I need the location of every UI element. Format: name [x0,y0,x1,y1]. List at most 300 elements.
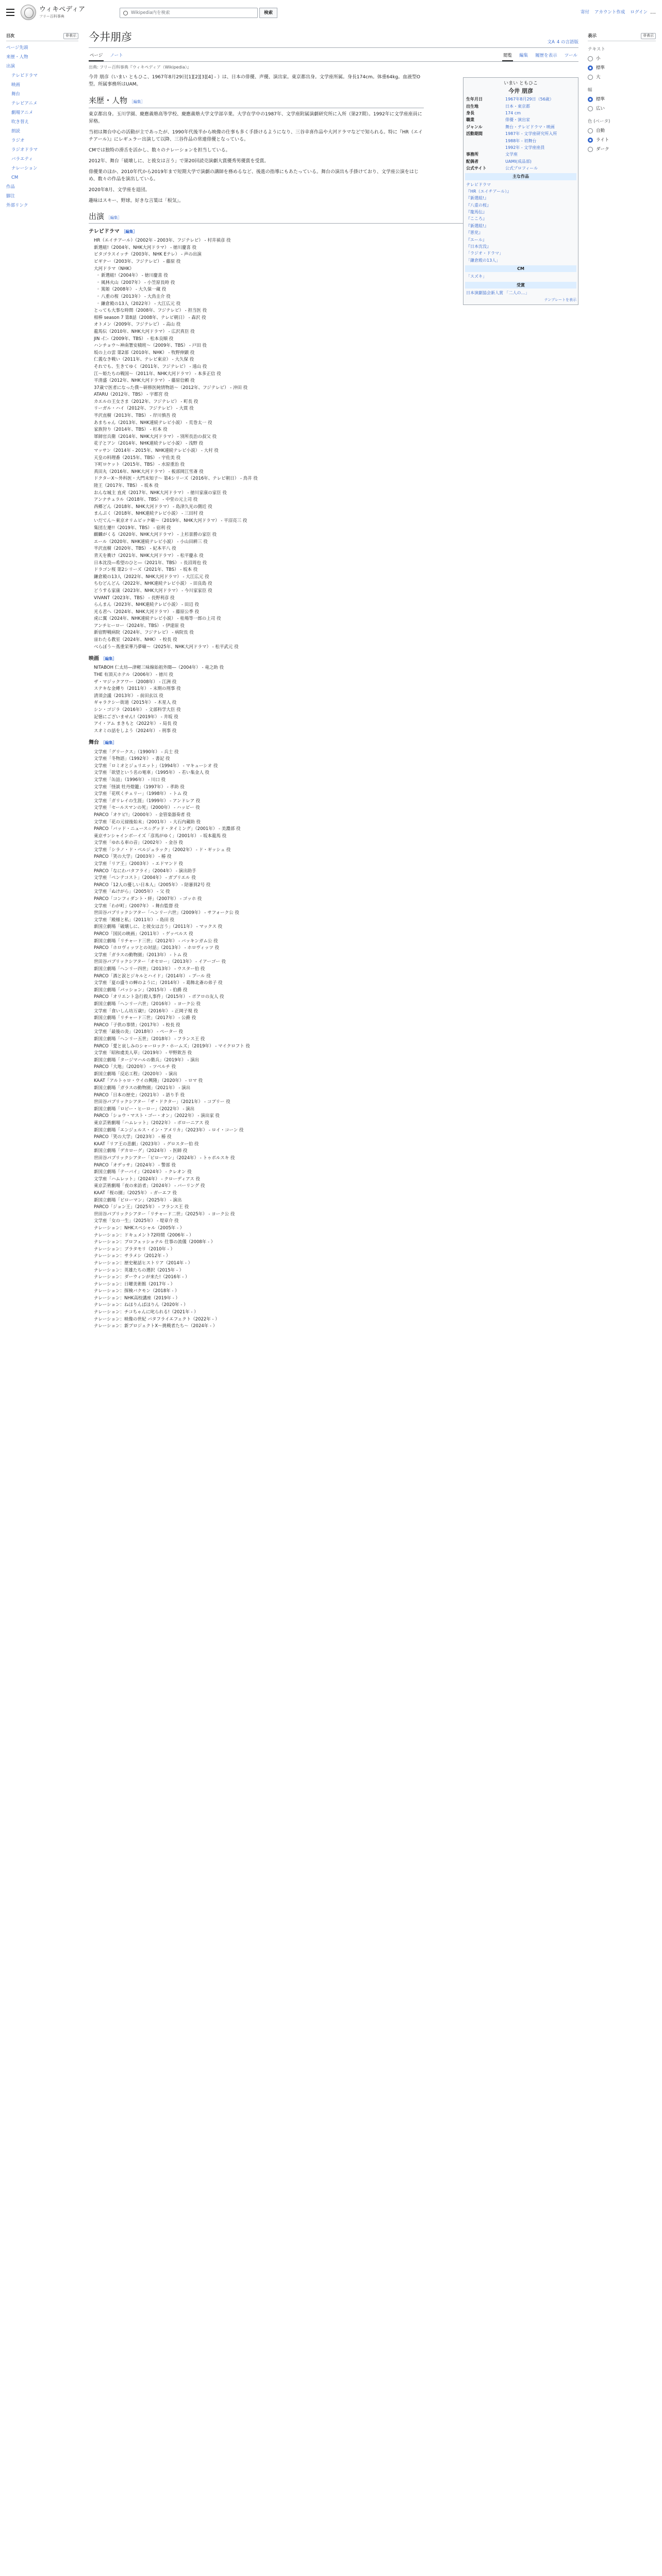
infobox-value[interactable]: 1992年 - 文学座座員 [505,145,545,150]
list-item[interactable]: • 文学座「ハムレット」（2024年） - クローディアス 役 [94,1176,486,1183]
tab-tools[interactable]: ツール [564,53,577,58]
list-item[interactable]: • 文学座「ペンテコスト」（2004年） - ガブリエル 役 [94,875,486,882]
list-item[interactable]: • 文学座「最後の炎」（2018年） - ペーター 役 [94,1029,486,1036]
infobox-works-item[interactable]: 『日本沈没』 [466,244,491,249]
tab-edit[interactable]: 編集 [519,53,528,58]
list-item[interactable]: • 新国立劇場「ガラスの動物園」（2021年） - 演出 [94,1085,486,1092]
list-item[interactable]: • 新国立劇場「テーバイ」（2024年） - クレオン 役 [94,1169,486,1176]
infobox-value[interactable]: UAMI(成品部) [505,159,532,164]
list-item[interactable]: • 文学座「食いしん坊万歳!」（2016年） - 正岡子規 役 [94,1008,486,1015]
list-item[interactable]: ◦ 風林火山（2007年） - 小笠原長時 役 [94,280,486,287]
career-paragraph: 2012年、舞台「破壊しに、と彼女は言う」で第20回読売演劇大賞優秀男優賞を受賞。 [89,159,269,164]
list-item[interactable]: • PARCO「国民の映画」（2011年） - ゲッベルス 役 [94,931,486,938]
list-item[interactable]: • KAAT「桜の園」（2025年） - ガーエフ 役 [94,1190,486,1197]
toc-item[interactable]: 外部リンク [6,202,28,208]
list-item[interactable]: • 麒麟がくる（2020年、NHK大河ドラマ） - 上杉景勝の家臣 役 [94,532,486,539]
list-item[interactable]: • 文学座「花の元禄後始末」（2001年） - 大石内蔵助 役 [94,819,486,826]
list-item[interactable]: • 宙わたる教室（2024年、NHK） - 校長 役 [94,637,486,644]
list-item[interactable]: • 新選組!（2004年、NHK大河ドラマ） - 徳川慶喜 役 [94,245,486,252]
list-item[interactable]: • 新国立劇場「エンジェルス・イン・アメリカ」（2023年） - ロイ・コーン 役 [94,1127,486,1134]
template-link[interactable]: テンプレートを表示 [544,298,576,302]
infobox-key: 生年月日 [466,97,483,102]
list-item[interactable]: • スオミの話をしよう（2024年） - 刑事 役 [94,728,486,735]
main-content [89,30,578,1330]
infobox-value[interactable]: 文学座 [505,152,518,157]
radio-icon[interactable] [588,65,593,71]
radio-icon[interactable] [588,138,593,143]
list-item[interactable]: • ナレーション：日曜美術館（2017年 - ） [94,1281,486,1289]
infobox-key: 身長 [466,111,474,116]
list-item[interactable]: • PARCO「笑の大学」（2023年） - 椿 役 [94,1134,486,1141]
list-item[interactable]: • ビギナー（2003年、フジテレビ） - 藤原 役 [94,259,486,266]
toc-item[interactable]: 吹き替え [11,119,29,125]
appearance-panel [588,33,656,154]
site-header [0,0,662,27]
tab-talk[interactable]: ノート [110,53,123,58]
search-input[interactable] [120,8,258,18]
create-account-link[interactable]: アカウント作成 [594,10,625,15]
list-item[interactable]: ◦ 鎌倉殿の13人（2022年） - 大江広元 役 [94,301,486,308]
list-item[interactable]: • VIVANT（2023年、TBS） - 長野利彦 役 [94,595,486,602]
list-item[interactable]: • ナレーション：ねほりんぱほりん（2020年 - ） [94,1302,486,1309]
radio-icon[interactable] [588,75,593,80]
more-options-icon[interactable]: ⋯ [650,10,656,16]
list-item[interactable]: • KAAT「リア王の悲劇」（2023年） - グロスター伯 役 [94,1141,486,1148]
list-item[interactable]: • 文学座「女の一生」（2025年） - 堤章介 役 [94,1218,486,1225]
edit-link[interactable]: ［編集］ [121,229,137,234]
tab-read[interactable]: 閲覧 [502,51,513,61]
list-item[interactable]: • 文学座「欲望という名の電車」（1995年） - 若い集金人 役 [94,770,486,777]
list-item[interactable]: • 大河ドラマ（NHK） [94,266,486,273]
toc-item[interactable]: 舞台 [11,91,21,97]
list-item[interactable]: • 文学座「セールスマンの死」（2000年） - ハッピー 役 [94,805,486,812]
career-paragraph: CMでは独特の滑舌を活かし、数々のナレーションを担当している。 [89,148,230,154]
search-icon [123,11,128,15]
list-item[interactable]: ◦ 新選組!（2004年） - 徳川慶喜 役 [94,273,486,280]
color-option-label: 自動 [596,128,605,134]
list-item[interactable]: • 新国立劇場「ロビー・ヒーロー」（2022年） - 演出 [94,1106,486,1113]
list-item[interactable]: • まんぷく（2018年、NHK連続テレビ小説） - 三田村 役 [94,511,486,518]
infobox-works-item[interactable]: 『龍馬伝』 [466,210,487,215]
infobox-key: 出生地 [466,104,478,109]
infobox-works-head: 主な作品 [465,173,576,180]
list-item[interactable]: • ナレーション：英雄たちの選択（2015年 - ） [94,1267,486,1275]
list-item[interactable]: • 半沢直樹（2013年、TBS） - 岸川慎吾 役 [94,413,486,420]
list-item[interactable]: • 文学座「ゆれる車の音」（2002年） - 金谷 役 [94,840,486,847]
infobox-value[interactable]: 日本・東京都 [505,104,530,109]
list-item[interactable]: • 新国立劇場「反応工程」（2020年） - 演出 [94,1071,486,1078]
list-item[interactable]: • PARCO「子供の事情」（2017年） - 校長 役 [94,1022,486,1029]
infobox-works-item[interactable]: 「鎌倉殿の13人」 [466,258,501,263]
list-item[interactable]: • 世田谷パブリックシアター「ザ・ドクター」（2021年） - コプリー 役 [94,1099,486,1106]
list-item[interactable]: • ナレーション：NHK高校講座（2019年 - ） [94,1295,486,1302]
toc-item[interactable]: ページ先頭 [6,45,28,50]
color-option[interactable] [588,145,656,154]
list-item[interactable]: • 文学座「ロミオとジュリエット」（1994年） - マキューシオ 役 [94,763,486,770]
list-item[interactable]: • 東京サンシャインボーイズ「彦馬がゆく」（2001年） - 坂本龍馬 役 [94,833,486,840]
list-item[interactable]: • 新国立劇場「ヘンリー五世」（2018年） - フランス王 役 [94,1036,486,1043]
infobox-key: 事務所 [466,152,478,157]
list-item[interactable]: • PARCO「オリエント急行殺人事件」（2015年） - ポアロの友人 役 [94,994,486,1001]
list-item[interactable]: • 集団左遷!!（2019年、TBS） - 宿利 役 [94,525,486,532]
infobox-row [465,130,576,137]
list-item[interactable]: • アンナチュラル（2018年、TBS） - 中堂の元上司 役 [94,497,486,504]
infobox-value[interactable]: 1988年 - 初舞台 [505,138,537,143]
infobox-works-item[interactable]: 『HR（エイチアール）』 [466,189,511,194]
list-item[interactable]: • PARCO「バッド・ニュース☆グッド・タイミング」（2001年） - 美濃部 役 [94,826,486,833]
list-item[interactable]: • NITABOH 仁太坊―津軽三味線始祖外聞―（2004年） - 竜之助 役 [94,665,486,672]
list-item[interactable]: • PARCO「オデッサ」（2024年） - 警部 役 [94,1162,486,1170]
infobox-works-item[interactable]: 『こころ』 [466,216,487,222]
list-item[interactable]: • PARCO「ショウ・マスト・ゴー・オン」（2022年） - 演出家 役 [94,1113,486,1120]
stage-list [89,749,578,1225]
toc-item[interactable]: テレビアニメ [11,100,38,106]
list-item[interactable]: • 新国立劇場「破壊しに、と彼女は言う」（2011年） - マックス 役 [94,924,486,931]
wikipedia-globe-icon [21,5,36,20]
list-item[interactable]: • ギャラクシー街道（2015年） - 木星人 役 [94,700,486,707]
list-item[interactable]: • 新国立劇場「リチャード三世」（2012年） - バッキンガム公 役 [94,938,486,945]
list-item[interactable]: • 文学座「夏の盛りの蝉のように」（2014年） - 葛飾北斎の弟子 役 [94,980,486,987]
list-item[interactable]: • 世田谷パブリックシアター「ヘンリー六世」（2009年） - サフォーク公 役 [94,910,486,917]
toc-item[interactable]: ナレーション [11,165,38,171]
table-of-contents [6,33,78,210]
movie-list [89,665,578,735]
text-option[interactable] [588,73,656,82]
list-item[interactable]: • THE 有頂天ホテル（2006年） - 徳川 役 [94,672,486,679]
list-item[interactable]: • 東京芸術劇場「ハムレット」（2022年） - ポローニアス 役 [94,1120,486,1127]
infobox-value[interactable]: 舞台・テレビドラマ・映画 [505,124,555,129]
list-item[interactable]: • 新国立劇場「ヘンリー四世」（2013年） - ウスター伯 役 [94,966,486,973]
list-item[interactable]: • 坂の上の雲 第2部（2010年、NHK） - 牧野伸顕 役 [94,350,486,357]
list-item[interactable]: • 新国立劇場「パッション」（2015年） - 伯爵 役 [94,987,486,994]
site-logo[interactable] [21,5,85,20]
list-item[interactable]: • 仁義なき戦い（2011年、テレビ東京） - 大久保 役 [94,357,486,364]
list-item[interactable]: • 青天を衝け（2021年、NHK大河ドラマ） - 松平慶永 役 [94,553,486,560]
edit-link[interactable]: ［編集］ [106,215,122,220]
list-item[interactable]: • どうする家康（2023年、NHK大河ドラマ） - 今川家家臣 役 [94,588,486,595]
list-item[interactable]: • ATARU（2012年、TBS） - 宇都宮 役 [94,392,486,399]
list-item[interactable]: • 家族狩り（2014年、TBS） - 杉本 役 [94,427,486,434]
list-item[interactable]: • いだてん〜東京オリムピック噺〜（2019年、NHK大河ドラマ） - 平沼亮三 役 [94,518,486,525]
list-item[interactable]: • シン・ゴジラ（2016年） - 文部科学大臣 役 [94,707,486,714]
infobox-key: 配偶者 [466,159,478,164]
list-item[interactable]: • 陸王（2017年、TBS） - 坂本 役 [94,483,486,490]
infobox-value[interactable]: 1967年8月29日（56歳） [505,97,554,102]
infobox-works-item[interactable]: 『新選組!』 [466,223,489,228]
toc-item[interactable]: バラエティ [11,156,33,162]
career-paragraph: 当初は舞台中心の活動が主であったが、1990年代後半から映像の仕事も多く手掛けるようになり、三谷幸喜作品や大河ドラマなどで知られる。特に『HR（エイチアール）』にレギュラー出演して以降、三谷作品の常連俳優となっている。 [89,130,423,143]
list-item[interactable]: • ナレーション：映像の世紀 バタフライエフェクト（2022年 - ） [94,1316,486,1324]
list-item[interactable]: • 新国立劇場「タージマハルの衛兵」（2019年） - 演出 [94,1057,486,1064]
list-item[interactable]: • オトメン（2009年、フジテレビ） - 高山 役 [94,321,486,329]
infobox-works-item[interactable]: 『悪党』 [466,230,483,235]
infobox-key: 職業 [466,117,474,123]
list-item[interactable]: • 世田谷パブリックシアター「ピローマン」（2024年） - トゥポルスキ 役 [94,1155,486,1162]
list-item[interactable]: • 日本沈没―希望のひと―（2021年、TBS） - 長沼周也 役 [94,560,486,567]
edit-link[interactable]: ［編集］ [101,740,117,745]
toc-item[interactable]: 脚注 [6,193,15,199]
radio-icon[interactable] [588,147,593,152]
list-item[interactable]: • 江〜姫たちの戦国〜（2011年、NHK大河ドラマ） - 本多正信 役 [94,371,486,378]
infobox-row [465,124,576,130]
list-item[interactable]: • 半沢直樹（2020年、TBS） - 紀本平八 役 [94,546,486,553]
section-heading-stage: 舞台 ［編集］ [89,740,117,746]
list-item[interactable]: • 光る君へ（2024年、NHK大河ドラマ） - 藤原公季 役 [94,609,486,616]
career-paragraph: 趣味はスキー、野球。好きな言葉は「根気」。 [89,198,184,204]
list-item[interactable]: • 世田谷パブリックシアター「リチャード二世」（2025年） - ヨーク公 役 [94,1211,486,1218]
site-name: ウィキペディア [39,5,86,13]
infobox-cm-item[interactable]: 「スズキ」 [466,274,487,279]
list-item[interactable]: • KAAT「アルトゥロ・ウイの興隆」（2020年） - ロマ 役 [94,1078,486,1085]
site-tagline: フリー百科事典 [39,14,64,19]
infobox-row [465,158,576,165]
width-option-label: 広い [596,106,605,112]
edit-link[interactable]: ［編集］ [129,99,145,105]
lead-paragraph: 今井 朋彦（いまい ともひこ、1967年8月29日[1][2][3][4] - ）は、日本の俳優、声優、演出家。東京都出身。文学座所属。身長174cm。体重64kg。血液型O型。所属事務所はUAM。 [89,75,421,88]
list-item[interactable]: • ナレーション：プロフェッショナル 仕事の流儀（2008年 - ） [94,1239,486,1246]
list-item[interactable]: • 下町ロケット（2015年、TBS） - 水原重治 役 [94,462,486,469]
infobox-works-item[interactable]: 『八重の桜』 [466,202,491,208]
infobox-awards-item[interactable]: 日本演劇協会新人賞 「二人の…」 [466,291,529,296]
width-option[interactable] [588,104,656,113]
list-item[interactable]: • 文学座「ガリレイの生涯」（1999年） - アンドレア 役 [94,798,486,805]
list-item[interactable]: • PARCO「笑の大学」（2003年） - 椿 役 [94,854,486,861]
search-placeholder: Wikipedia内を検索 [131,10,170,15]
text-size-label: テキスト [588,47,605,53]
section-heading-tv: テレビドラマ ［編集］ [89,229,137,235]
width-option[interactable] [588,95,656,104]
list-item[interactable]: • 文学座「ぬけがら」（2005年） - 父 役 [94,889,486,896]
page-title: 今井朋彦 [89,31,132,43]
list-item[interactable]: • ちむどんどん（2022年、NHK連続テレビ小説） - 田良島 役 [94,581,486,588]
list-item[interactable]: • PARCO「コンフィダント・絆」（2007年） - ゴッホ 役 [94,896,486,903]
text-option[interactable] [588,63,656,73]
tab-history[interactable]: 履歴を表示 [535,53,557,58]
list-item[interactable]: • PARCO「12人の優しい日本人」（2005年） - 陪審員2号 役 [94,882,486,889]
list-item[interactable]: • ドクターX〜外科医・大門未知子〜 第4シリーズ（2016年、テレビ朝日） - 鳥井 役 [94,476,486,483]
lead-section [89,74,424,205]
list-item[interactable]: • 新国立劇場「ピローマン」（2025年） - 演出 [94,1197,486,1205]
list-item[interactable]: ◦ 篤姫（2008年） - 大久保一蔵 役 [94,286,486,294]
search-button[interactable]: 検索 [259,8,277,18]
radio-icon[interactable] [588,56,593,61]
list-item[interactable]: • ナレーション：歴史秘話ヒストリア（2014年 - ） [94,1260,486,1267]
list-item[interactable]: • ナレーション：ダーウィンが来た!（2016年 - ） [94,1274,486,1281]
list-item[interactable]: • べらぼう〜蔦重栄華乃夢噺〜（2025年、NHK大河ドラマ） - 松平武元 役 [94,644,486,651]
text-option-label: 小 [596,56,601,62]
list-item[interactable]: • 文学座「怪談 牡丹燈籠」（1997年） - 孝助 役 [94,784,486,791]
infobox-name [465,79,576,96]
list-item[interactable]: • 真田丸（2016年、NHK大河ドラマ） - 板部岡江雪斎 役 [94,469,486,476]
page-tabs [89,51,578,62]
appearance-hide-button[interactable]: 非表示 [641,33,656,39]
infobox-works-item[interactable]: 『エール』 [466,237,487,242]
infobox-key [466,145,503,150]
list-item[interactable]: • ナレーション：ドキュメント72時間（2006年 - ） [94,1232,486,1240]
list-item[interactable]: • ハンチョウ〜神南署安積班〜（2009年、TBS） - 戸田 役 [94,343,486,350]
main-menu-button[interactable] [6,9,14,16]
infobox-works-item[interactable]: 「ラジオ・ドラマ」 [466,251,503,256]
infobox-works-item[interactable]: 『新選組!』 [466,196,489,201]
list-item[interactable]: • 鎌倉殿の13人（2022年、NHK大河ドラマ） - 大江広元 役 [94,574,486,581]
edit-link[interactable]: ［編集］ [101,656,117,662]
list-item[interactable]: • ナレーション：新プロジェクトX〜挑戦者たち〜（2024年 - ） [94,1323,486,1330]
list-item[interactable]: • アイ・アム まきもと（2022年） - 局長 役 [94,721,486,728]
appearance-title: 表示 [588,33,597,39]
list-item[interactable]: • アンチヒーロー（2024年、TBS） - 伊達原 役 [94,623,486,630]
list-item[interactable]: • 相棒 season 7 第8話（2008年、テレビ朝日） - 森沢 役 [94,315,486,322]
list-item[interactable]: • 東京芸術劇場「夜の来訪者」（2024年） - バーリング 役 [94,1183,486,1190]
toc-item[interactable]: 来歴・人物 [6,54,28,60]
infobox-row [465,116,576,123]
login-link[interactable]: ログイン [630,10,648,15]
list-item[interactable]: • ザ・マジックアワー（2008年） - 江洲 役 [94,679,486,686]
toc-item[interactable]: 作品 [6,184,15,190]
toc-item[interactable]: ラジオドラマ [11,147,38,152]
list-item[interactable]: • あまちゃん（2013年、NHK連続テレビ小説） - 荒巻太一 役 [94,420,486,427]
list-item[interactable]: • 西郷どん（2018年、NHK大河ドラマ） - 島津久光の側近 役 [94,504,486,511]
infobox-key: 活動期間 [466,131,483,137]
language-count: 4 の言語版 [556,39,578,45]
list-item[interactable]: • 文学座「シラノ・ド・ベルジュラック」（2002年） - ド・ギッシュ 役 [94,847,486,854]
list-item[interactable]: • JIN -仁-（2009年、TBS） - 松本良順 役 [94,336,486,343]
toc-hide-button[interactable]: 非表示 [63,33,78,39]
list-item[interactable]: • ドラゴン桜 第2シリーズ（2021年、TBS） - 坂本 役 [94,567,486,574]
list-item[interactable]: • PARCO「なにわバタフライ」（2004年） - 演出助手 [94,868,486,875]
text-option-label: 大 [596,75,601,80]
infobox-row [465,96,576,103]
list-item[interactable]: • PARCO「愛と哀しみのシャーロック・ホームズ」（2019年） - マイクロフト 役 [94,1043,486,1050]
list-item[interactable]: • 花子とアン（2014年、NHK連続テレビ小説） - 浅野 役 [94,440,486,448]
list-item[interactable]: • マッサン（2014年 - 2015年、NHK連続テレビ小説） - 大村 役 [94,448,486,455]
list-item[interactable]: • 記憶にございません!（2019年） - 井坂 役 [94,714,486,721]
list-item[interactable]: • 文学座「殿様と私」（2011年） - 島田 役 [94,917,486,924]
list-item[interactable]: • らんまん（2023年、NHK連続テレビ小説） - 田辺 役 [94,602,486,609]
infobox-title: 今井 朋彦 [508,87,533,94]
section-heading-career: 来歴・人物 ［編集］ [89,95,424,108]
list-item[interactable]: • 平清盛（2012年、NHK大河ドラマ） - 藤原信頼 役 [94,378,486,385]
toc-item[interactable]: 劇場アニメ [11,110,34,115]
text-option-label: 標準 [596,65,605,71]
toc-header [6,33,78,41]
list-item[interactable]: • 新国立劇場「ヘンリー六世」（2016年） - ヨーク公 役 [94,1001,486,1008]
language-button[interactable] [548,39,578,45]
list-item[interactable]: • PARCO「酒と涙とジキルとハイド」（2014年） - プール 役 [94,973,486,980]
text-option[interactable] [588,54,656,63]
color-option[interactable] [588,126,656,135]
list-item[interactable]: • 文学座「ガラスの動物園」（2013年） - トム 役 [94,952,486,959]
list-item[interactable]: • 新国立劇場「デカローグ」（2024年） - 医師 役 [94,1148,486,1155]
toc-item[interactable]: 朗読 [11,128,21,134]
list-item[interactable]: • ステキな金縛り（2011年） - 末期の刑事 役 [94,686,486,693]
list-item[interactable]: • とっても大事な時間（2008年、フジテレビ） - 担当医 役 [94,308,486,315]
list-item[interactable]: • 文学座「グリークス」（1990年） - 兵士 役 [94,749,486,756]
list-item[interactable]: • ナレーション：NHKスペシャル（2005年 - ） [94,1225,486,1232]
radio-icon[interactable] [588,97,593,102]
list-item[interactable]: • 文学座「リア王」（2003年） - エドマンド 役 [94,861,486,868]
width-option-label: 標準 [596,97,605,103]
infobox-row [465,138,576,144]
list-item[interactable]: • 世田谷パブリックシアター「オセロー」（2013年） - イアーゴー 役 [94,959,486,966]
list-item[interactable]: • 文学座「冬物語」（1992年） - 書記 役 [94,756,486,763]
color-option-label: ダーク [596,147,609,152]
title-row [89,30,578,48]
infobox-value[interactable]: 174 cm [505,111,521,116]
toc-item[interactable]: テレビドラマ [11,73,38,78]
list-item[interactable]: • 文学座「わが町」（2007年） - 舞台監督 役 [94,903,486,910]
list-item[interactable]: • ナレーション：探検バクモン（2018年 - ） [94,1288,486,1295]
list-item[interactable]: • それでも、生きてゆく（2011年、フジテレビ） - 遠山 役 [94,364,486,371]
narration-list [89,1225,578,1330]
list-item[interactable]: ◦ 八重の桜（2013年） - 大鳥圭介 役 [94,294,486,301]
infobox-row [465,151,576,158]
source-line: 出典: フリー百科事典『ウィキペディア（Wikipedia）』 [89,64,191,70]
list-item[interactable]: • 龍馬伝（2010年、NHK大河ドラマ） - 広沢真臣 役 [94,329,486,336]
toc-item[interactable]: CM [11,175,19,180]
list-item[interactable]: • 虎に翼（2024年、NHK連続テレビ小説） - 桂場等一郎の上司 役 [94,616,486,623]
career-paragraph: 2020年8月、文学座を退団。 [89,187,150,193]
toc-item[interactable]: 出演 [6,63,15,69]
list-item[interactable]: • ナレーション：サラメシ（2012年 - ） [94,1253,486,1260]
list-item[interactable]: • ナレーション：ブラタモリ（2010年 - ） [94,1246,486,1253]
list-item[interactable]: • PARCO「オケピ!」（2000年） - 金管楽器奏者 役 [94,812,486,819]
career-paragraph: 東京都出身。玉川学園、慶應義塾高等学校、慶應義塾大学文学部卒業。大学在学中の1987年、文学座附属演劇研究所に入所（第27期）。1992年に文学座座員に昇格。 [89,112,422,125]
list-item[interactable]: • PARCO「ジョン王」（2025年） - フランス王 役 [94,1204,486,1211]
list-item[interactable]: • エール（2020年、NHK連続テレビ小説） - 小山田耕三 役 [94,539,486,546]
radio-icon[interactable] [588,106,593,111]
infobox-key: 公式サイト [466,165,487,171]
donate-link[interactable]: 寄付 [580,10,589,15]
color-option[interactable] [588,135,656,145]
infobox-works-item[interactable]: テレビドラマ [466,182,491,187]
infobox-kana: いまい ともひこ [504,81,538,86]
translate-icon: 文A [547,39,555,45]
infobox-row [465,103,576,110]
infobox-key [466,138,503,144]
list-item[interactable]: • 文学座「昭和虞美人草」（2019年） - 甲野欽吾 役 [94,1050,486,1057]
list-item[interactable]: • ナレーション：チコちゃんに叱られる!（2021年 - ） [94,1309,486,1316]
list-item[interactable]: • HR（エイチアール）（2002年 - 2003年、フジテレビ） - 村井禎彦 役 [94,238,486,245]
infobox-value[interactable]: 1987年 - 文学座研究所入所 [505,131,557,137]
list-item[interactable]: • カエルの王女さま（2012年、フジテレビ） - 町長 役 [94,399,486,406]
list-item[interactable]: • PARCO「日本の歴史」（2021年） - 語り手 役 [94,1092,486,1099]
list-item[interactable]: • 新国立劇場「リチャード三世」（2017年） - 公爵 役 [94,1015,486,1022]
toc-item[interactable]: ラジオ [11,138,25,143]
list-item[interactable]: • PARCO「ホロヴィッツとの対話」（2013年） - ホロヴィッツ 役 [94,945,486,952]
list-item[interactable]: • リーガル・ハイ（2012年、フジテレビ） - 大貫 役 [94,405,486,413]
list-item[interactable]: • 軍師官兵衛（2014年、NHK大河ドラマ） - 別所長治の叔父 役 [94,434,486,441]
toc-item[interactable]: 映画 [11,82,21,88]
list-item[interactable]: • 37歳で医者になった僕〜研修医純情物語〜（2012年、フジテレビ） - 沖田 役 [94,385,486,392]
infobox-value[interactable]: 公式プロフィール [505,165,538,171]
list-item[interactable]: • 文学座「花咲くチェリー」（1998年） - トム 役 [94,791,486,798]
infobox-value[interactable]: 俳優・演出家 [505,117,530,123]
list-item[interactable]: • 清須会議（2013年） - 前田玄以 役 [94,693,486,700]
list-item[interactable]: • 新宿野戦病院（2024年、フジテレビ） - 病院長 役 [94,630,486,637]
list-item[interactable]: • 文学座「缶詰」（1996年） - 川口 役 [94,777,486,784]
user-links [581,9,648,15]
list-item[interactable]: • おんな城主 直虎（2017年、NHK大河ドラマ） - 徳川家康の家臣 役 [94,490,486,497]
tab-page[interactable]: ページ [89,51,104,61]
career-paragraph: 俳優業のほか、2010年代から2019年まで短期大学で演劇の講師を務めるなど、後進の指導にもあたっている。舞台の演出も手掛けており、文学座公演をはじめ、数々の作品を演出している。 [89,169,419,182]
list-item[interactable]: • PARCO「大地」（2020年） - ツベルチ 役 [94,1064,486,1071]
list-item[interactable]: • 天皇の料理番（2015年、TBS） - 宇佐美 役 [94,455,486,462]
list-item[interactable]: • ピタゴラスイッチ（2003年、NHK Eテレ） - 声の出演 [94,251,486,259]
infobox-row [465,110,576,116]
infobox-row [465,165,576,172]
appearance-header [588,33,656,41]
radio-icon[interactable] [588,128,593,133]
